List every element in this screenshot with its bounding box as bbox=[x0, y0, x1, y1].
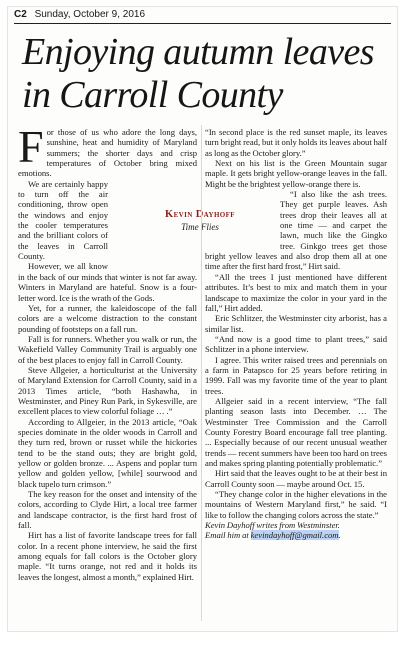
author-email-link[interactable]: kevindayhoff@gmail.com bbox=[250, 530, 339, 541]
article-paragraph: According to Allgeier, in the 2013 article, “Oak species dominate in the older woods in Carroll and they turn red, brown or russet while the hickories tend to be the stand outs; they are bright gold, yellow or golden bronze. ... Aspens and poplar turn yellow and golden yellow, [while] sourwood and black tupelo turn crimson.” bbox=[18, 416, 197, 489]
article-paragraph: We are certainly happy to turn off the air conditioning, throw open the windows and enjoy the cooler temperatures and the brilliant colors of the leaves in Carroll County. bbox=[18, 178, 108, 262]
article-column-right bbox=[205, 127, 387, 541]
article-column-left bbox=[18, 121, 197, 582]
article-paragraph: Fall is for runners. Whether you walk or run, the Wakefield Valley Community Trail is arguably one of the best places to enjoy fall in Carroll County. bbox=[18, 333, 197, 365]
article-paragraph: “In second place is the red sunset maple, its leaves turn bright read, but it only holds its leaves about half as long as the October glory.” bbox=[205, 127, 387, 158]
signoff-line: Kevin Dayhoff writes from Westminster. bbox=[205, 520, 340, 531]
article-paragraph: Steve Allgeier, a horticulturist at the University of Maryland Extension for Carroll County, said in a 2013 Times article, “both Hashawha, in Westminster, and Piney Run Park, in Sykesville, are excellent places to view colorful foliage … .” bbox=[18, 364, 197, 417]
article-paragraph: However, we all know in the back of our minds that winter is not far away. Winters in Maryland are hateful. Snow is a four-letter word. Ice is the wrath of the Gods. bbox=[18, 261, 197, 303]
article-paragraph: “All the trees I just mentioned have different attributes. It’s best to mix and match them in your landscape to maximize the color in your yard in the fall,” Hirt added. bbox=[205, 271, 387, 313]
article-paragraph: Hirt has a list of favorite landscape trees for fall color. In a recent phone interview, he said the first among equals for fall colors is the October glory maple. “It turns orange, not red and it holds its leaves the longest, almost a month,” explained Hirt. bbox=[18, 530, 197, 582]
article-paragraph: Allgeier said in a recent interview, “The fall planting season lasts into December. … The Westminster Tree Commission and the Carroll County Forestry Board encourage fall tree planting. ... Especially because of our recent unusual weather trends — recent summers have been too hard on trees and makes spring planting potentially problematic.” bbox=[205, 395, 387, 468]
article-paragraph: The key reason for the onset and intensity of the colors, according to Clyde Hirt, a local tree farmer and landscape contractor, is the first hard frost of fall. bbox=[18, 489, 197, 531]
article-paragraph: I agree. This writer raised trees and perennials on a farm in Patapsco for 25 years before retiring in 1999. Fall was my favorite time of the year to plant trees. bbox=[205, 354, 387, 396]
article-paragraph: “And now is a good time to plant trees,” said Schlitzer in a phone interview. bbox=[205, 333, 387, 355]
signoff-email-suffix: . bbox=[338, 530, 341, 541]
author-signoff bbox=[205, 520, 387, 541]
article-paragraph: “They change color in the higher elevations in the mountains of Western Maryland first,” he said. “I like to follow the changing colors across the state.” bbox=[205, 489, 387, 520]
headline: Enjoying autumn leaves in Carroll County bbox=[22, 31, 374, 116]
byline-author: Kevin Dayhoff bbox=[165, 209, 235, 220]
article-paragraph: “I also like the ash trees. They get purple leaves. Ash trees drop their leaves all at one time — and carpet the lawn, much like the Gingko tree. Ginkgo trees get those bright yellow leaves and also drop them all at one time after the first hard frost,” Hirt said. bbox=[205, 189, 387, 272]
signoff-email-line bbox=[205, 530, 387, 540]
article-paragraph: Hirt said that the leaves ought to be at their best in Carroll County soon — maybe around Oct. 15. bbox=[205, 468, 387, 489]
byline-column-name: Time Flies bbox=[181, 222, 219, 232]
article-paragraph: Eric Schlitzer, the Westminster city arborist, has a similar list. bbox=[205, 313, 387, 334]
header-rule bbox=[14, 23, 391, 24]
article-paragraph: Next on his list is the Green Mountain sugar maple. It gets bright yellow-orange leaves in the fall. Might be the brightest yellow-orange there is. bbox=[205, 158, 387, 189]
byline-space bbox=[205, 191, 275, 243]
newspaper-page bbox=[8, 7, 397, 631]
article-paragraph: Yet, for a runner, the kaleidoscope of the fall colors are a welcome distraction to the constant pounding of footsteps on a fall run. bbox=[18, 302, 197, 334]
byline-space bbox=[113, 181, 197, 269]
article-paragraph: or those of us who adore the long days, sunshine, heat and humidity of Maryland summers; the shorter days and crisp temperatures of October bring mixed emotions. bbox=[18, 127, 197, 179]
section-label: C2 bbox=[14, 9, 27, 20]
drop-cap: F bbox=[18, 121, 44, 172]
signoff-email-prefix: Email him at bbox=[205, 530, 251, 541]
page-header bbox=[14, 9, 391, 21]
column-divider bbox=[201, 125, 202, 621]
issue-date: Sunday, October 9, 2016 bbox=[34, 9, 146, 20]
